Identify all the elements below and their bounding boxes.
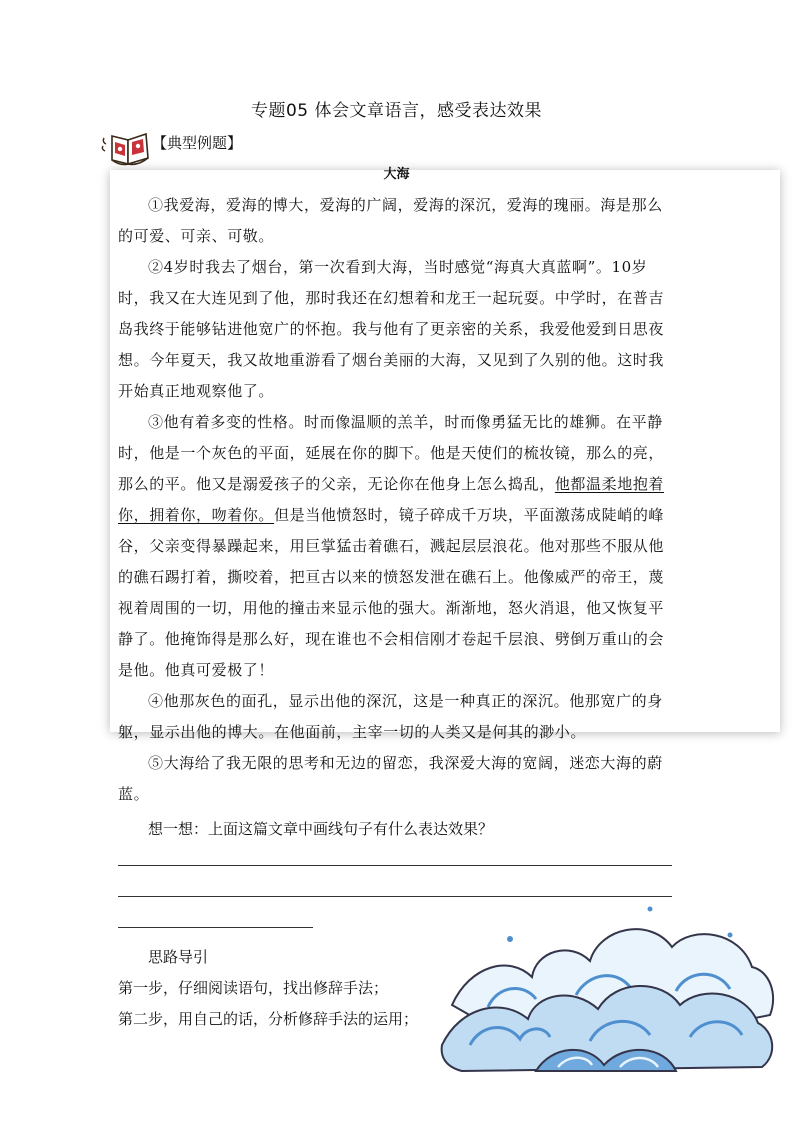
guide-step-2: 第二步，用自己的话，分析修辞手法的运用； <box>118 1010 419 1028</box>
paragraph-1: ①我爱海，爱海的博大，爱海的广阔，爱海的深沉，爱海的瑰丽。海是那么的可爱、可亲、可敬。 <box>118 196 663 245</box>
answer-line-3[interactable] <box>118 927 313 928</box>
guide-section <box>118 942 418 1035</box>
open-book-icon <box>100 128 156 168</box>
page-title: 专题05 体会文章语言，感受表达效果 <box>250 101 543 121</box>
underlined-sentence: 他都温柔地抱着你，拥着你，吻着你。 <box>118 475 665 524</box>
answer-line-1[interactable] <box>118 865 672 866</box>
paragraph-5: ⑤大海给了我无限的思考和无边的留恋，我深爱大海的宽阔，迷恋大海的蔚蓝。 <box>118 754 663 803</box>
example-label: 【典型例题】 <box>152 134 243 152</box>
question-text: 想一想：上面这篇文章中画线句子有什么表达效果？ <box>148 820 494 838</box>
paragraph-3-before: ③他有着多变的性格。时而像温顺的羔羊，时而像勇猛无比的雄狮。在平静时，他是一个灰色的平面，延展在你的脚下。他是天使们的梳妆镜，那么的亮，那么的平。他又是溺爱孩子的父亲，无论你在他身上怎么捣乱， <box>118 413 665 493</box>
paragraph-3 <box>118 407 674 686</box>
paragraph-3-after: 但是当他愤怒时，镜子碎成千万块，平面激荡成陡峭的峰谷，父亲变得暴躁起来，用巨掌猛击着礁石，溅起层层浪花。他对那些不服从他的礁石踢打着，撕咬着，把亘古以来的愤怒发泄在礁石上。他像威严的帝王，蔑视着周围的一切，用他的撞击来显示他的强大。渐渐地，怒火消退，他又恢复平静了。他掩饰得是那么好，现在谁也不会相信刚才卷起千层浪、劈倒万重山的会是他。他真可爱极了！ <box>118 506 665 679</box>
paragraph-4: ④他那灰色的面孔，显示出他的深沉，这是一种真正的深沉。他那宽广的身躯，显示出他的博大。在他面前，主宰一切的人类又是何其的渺小。 <box>118 692 663 741</box>
article-body <box>118 190 674 810</box>
paragraph-2: ②4岁时我去了烟台，第一次看到大海，当时感觉“海真大真蓝啊”。10岁时，我又在大连见到了他，那时我还在幻想着和龙王一起玩耍。中学时，在普吉岛我终于能够钻进他宽广的怀抱。我与他有了更亲密的关系，我爱他爱到日思夜想。今年夏天，我又故地重游看了烟台美丽的大海，又见到了久别的他。这时我开始真正地观察他了。 <box>118 258 665 400</box>
article-title: 大海 <box>383 167 410 182</box>
guide-heading: 思路导引 <box>148 948 209 966</box>
wave-illustration-icon <box>440 895 780 1085</box>
guide-step-1: 第一步，仔细阅读语句，找出修辞手法； <box>118 979 389 997</box>
